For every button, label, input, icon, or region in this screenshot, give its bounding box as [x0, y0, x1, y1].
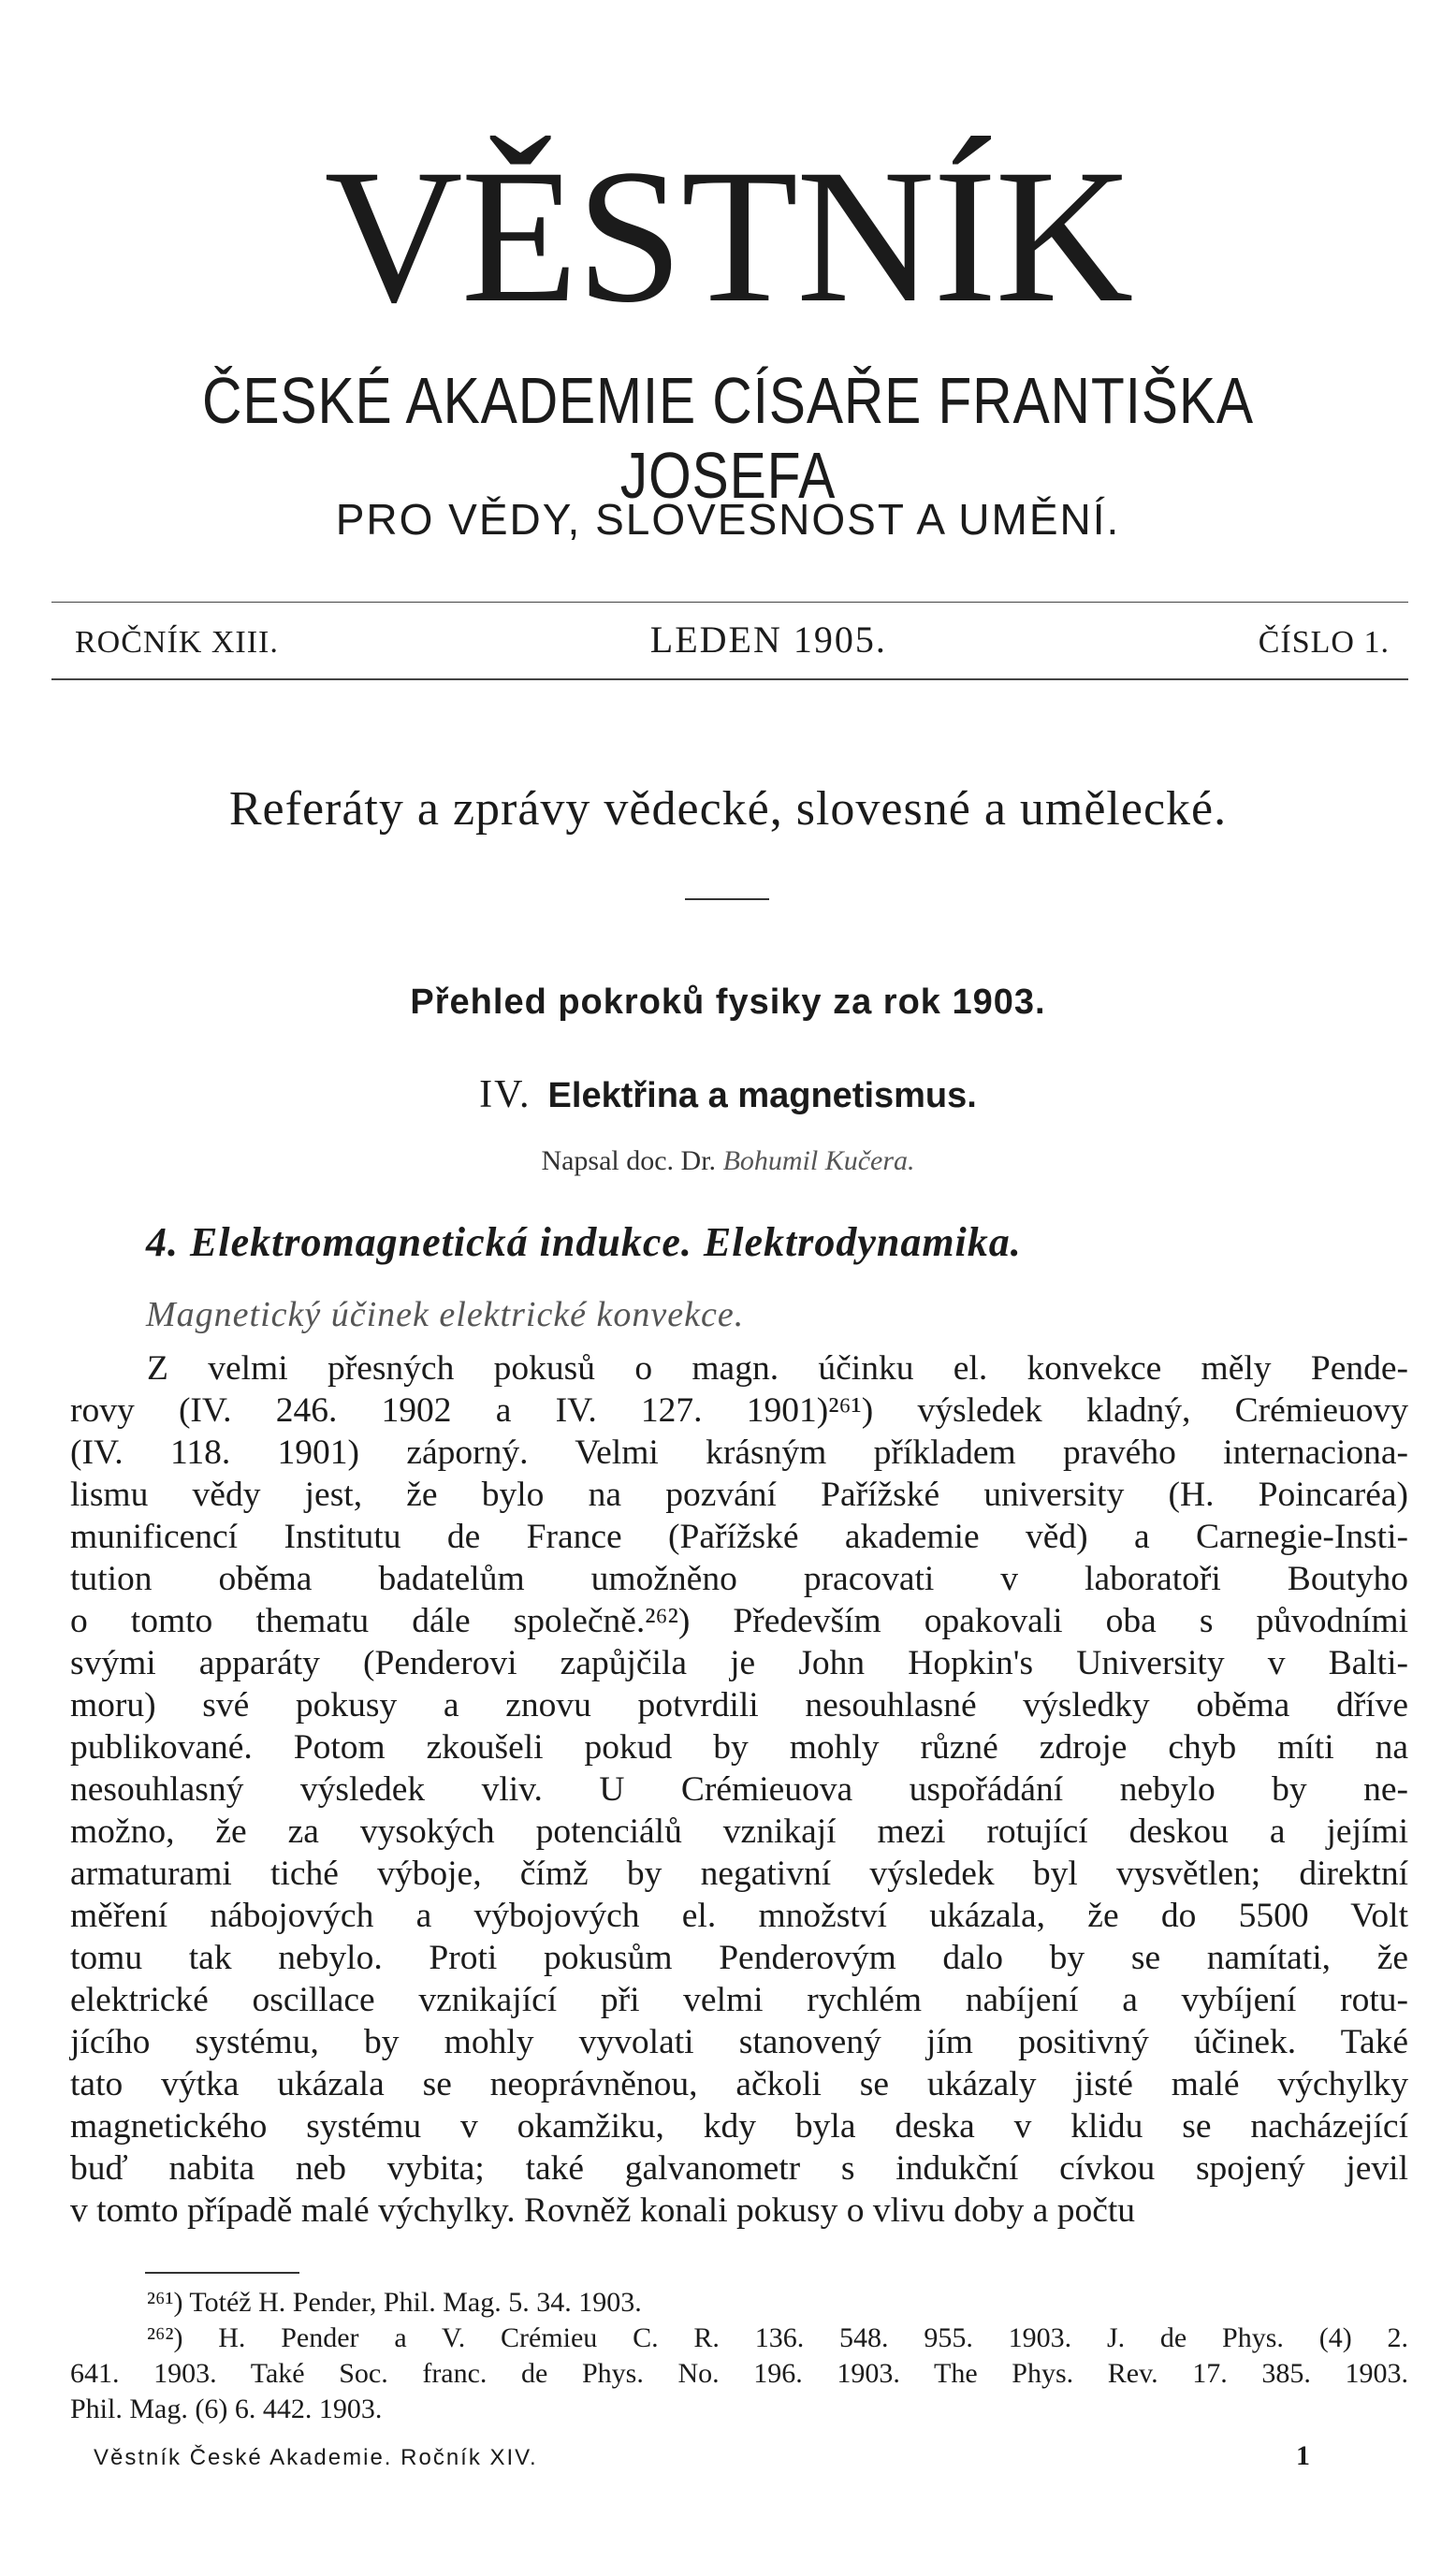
author-name: Bohumil Kučera. — [722, 1145, 915, 1176]
body-line: měření nábojových a výbojových el. množství ukázala, že do 5500 Volt — [70, 1897, 1408, 1935]
footnote-line: ²⁶¹) Totéž H. Pender, Phil. Mag. 5. 34. 1903. — [147, 2287, 642, 2318]
body-text — [70, 1347, 1408, 2232]
body-line: publikované. Potom zkoušeli pokud by mohly různé zdroje chyb míti na — [70, 1728, 1408, 1767]
body-line: nesouhlasný výsledek vliv. U Crémieuova uspořádání nebylo by ne- — [70, 1770, 1408, 1809]
body-line: moru) své pokusy a znovu potvrdili nesouhlasné výsledky oběma dříve — [70, 1686, 1408, 1724]
footnote-divider — [145, 2272, 299, 2274]
byline-prefix: Napsal doc. Dr. — [541, 1145, 717, 1176]
body-line: armaturami tiché výboje, čímž by negativní výsledek byl vysvětlen; direktní — [70, 1855, 1408, 1893]
body-line: elektrické oscillace vznikající při velmi rychlém nabíjení a vybíjení rotu- — [70, 1981, 1408, 2019]
body-line: jícího systému, by mohly vyvolati stanovený jím positivný účinek. Také — [70, 2023, 1408, 2061]
article-title: Přehled pokroků fysiky za rok 1903. — [410, 982, 1046, 1022]
part-title: Elektřina a magnetismus. — [547, 1076, 977, 1115]
rule-bottom — [51, 678, 1408, 680]
body-line: svými apparáty (Penderovi zapůjčila je John Hopkin's University v Balti- — [70, 1644, 1408, 1682]
article-part — [0, 1072, 1456, 1117]
footnote-line: ²⁶²) H. Pender a V. Crémieu C. R. 136. 548. 955. 1903. J. de Phys. (4) 2. — [147, 2322, 1408, 2353]
body-line: tato výtka ukázala se neoprávněnou, ačkoli se ukázaly jisté malé výchylky — [70, 2065, 1408, 2103]
page-number: 1 — [1296, 2440, 1310, 2471]
body-line: tomu tak nebylo. Proti pokusům Penderovým dalo by se namítati, že — [70, 1939, 1408, 1977]
body-line: munificencí Institutu de France (Pařížské akademie věd) a Carnegie-Insti- — [70, 1518, 1408, 1556]
issue-volume: ROČNÍK XIII. — [75, 625, 279, 660]
body-line: lismu vědy jest, že bylo na pozvání Pařížské university (H. Poincaréa) — [70, 1476, 1408, 1514]
body-line: Z velmi přesných pokusů o magn. účinku el. konvekce měly Pende- — [147, 1349, 1408, 1388]
body-line: v tomto případě malé výchylky. Rovněž konali pokusy o vlivu doby a počtu — [70, 2191, 1136, 2230]
masthead-subtitle: PRO VĚDY, SLOVESNOST A UMĚNÍ. — [335, 495, 1121, 544]
body-line: rovy (IV. 246. 1902 a IV. 127. 1901)²⁶¹) výsledek kladný, Crémieuovy — [70, 1391, 1408, 1430]
issue-date: LEDEN 1905. — [649, 618, 887, 661]
section-title: Referáty a zprávy vědecké, slovesné a umělecké. — [228, 782, 1228, 836]
issue-number: ČÍSLO 1. — [1258, 625, 1390, 660]
page-footer — [94, 2440, 1310, 2472]
body-line: (IV. 118. 1901) záporný. Velmi krásným příkladem pravého internaciona- — [70, 1433, 1408, 1472]
body-line: o tomto thematu dále společně.²⁶²) Především opakovali oba s původními — [70, 1602, 1408, 1640]
rule-top — [51, 602, 1408, 603]
body-line: možno, že za vysokých potenciálů vznikají mezi rotující deskou a jejími — [70, 1812, 1408, 1851]
body-line: buď nabita neb vybita; také galvanometr s indukční cívkou spojený jevil — [70, 2149, 1408, 2188]
footnote-line: 641. 1903. Také Soc. franc. de Phys. No. 196. 1903. The Phys. Rev. 17. 385. 1903. — [70, 2358, 1408, 2389]
byline — [0, 1145, 1456, 1177]
body-line: tution oběma badatelům umožněno pracovati v laboratoři Boutyho — [70, 1560, 1408, 1598]
masthead-title: VĚSTNÍK — [324, 130, 1132, 342]
part-number: IV. — [479, 1073, 531, 1116]
subheading: Magnetický účinek elektrické konvekce. — [146, 1295, 745, 1334]
body-line: magnetického systému v okamžiku, kdy byla deska v klidu se nacházející — [70, 2107, 1408, 2146]
chapter-heading: 4. Elektromagnetická indukce. Elektrodynamika. — [146, 1219, 1022, 1265]
issue-info — [75, 618, 1390, 662]
footnotes — [70, 2285, 1408, 2427]
footer-journal: Věstník České Akademie. Ročník XIV. — [94, 2445, 538, 2470]
section-divider — [685, 898, 769, 900]
academy-name: ČESKÉ AKADEMIE CÍSAŘE FRANTIŠKA JOSEFA — [202, 364, 1254, 512]
footnote-line: Phil. Mag. (6) 6. 442. 1903. — [70, 2394, 383, 2424]
